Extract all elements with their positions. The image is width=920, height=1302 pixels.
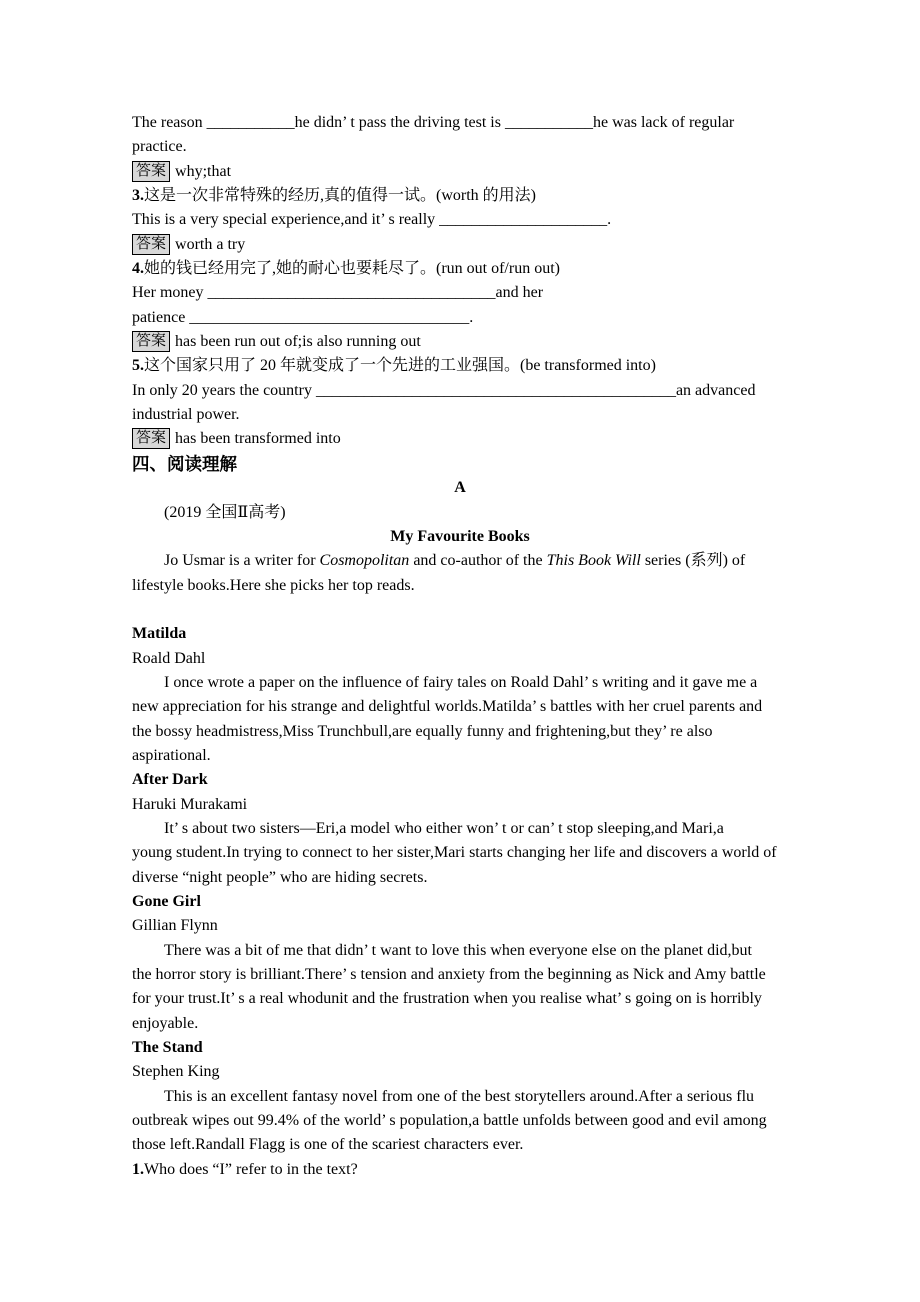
text-run: The Stand — [132, 1039, 203, 1057]
text-run: Who does “I” refer to in the text? — [144, 1160, 358, 1178]
text-run: worth a try — [175, 235, 246, 253]
exercise-sentence — [132, 135, 788, 159]
text-run: 5. — [132, 357, 144, 375]
book-review — [132, 866, 788, 890]
text-run: 她的钱已经用完了,她的耐心也要耗尽了。(run out of/run out) — [144, 260, 560, 278]
text-run: practice. — [132, 138, 187, 156]
book-review — [132, 1012, 788, 1036]
text-run: In only 20 years the country _____________________________________________an advanced — [132, 381, 756, 399]
text-run: has been run out of;is also running out — [175, 333, 421, 351]
book-title — [132, 1036, 788, 1060]
book-review — [132, 1109, 788, 1133]
text-run: series (系列) of — [640, 552, 746, 570]
answer-badge: 答案 — [132, 234, 170, 255]
book-review — [132, 744, 788, 768]
passage-intro — [132, 574, 788, 598]
text-run: 3. — [132, 187, 144, 205]
exercise-item-4 — [132, 257, 788, 281]
question-1 — [132, 1158, 788, 1182]
text-run: has been transformed into — [175, 430, 341, 448]
section-heading-reading — [132, 452, 788, 476]
book-review — [132, 720, 788, 744]
book-review — [132, 671, 788, 695]
text-run: Her money ____________________________________and her — [132, 284, 544, 302]
answer-badge: 答案 — [132, 161, 170, 182]
text-run: 四、阅读理解 — [132, 453, 237, 474]
text-run: aspirational. — [132, 746, 211, 764]
book-review — [132, 939, 788, 963]
book-author — [132, 1060, 788, 1084]
book-review — [132, 1085, 788, 1109]
text-run: This is an excellent fantasy novel from one of the best storytellers around.After a serious flu — [164, 1087, 755, 1105]
exercise-sentence — [132, 306, 788, 330]
text-run: I once wrote a paper on the influence of fairy tales on Roald Dahl’ s writing and it gave me a — [164, 673, 758, 691]
text-run: patience ___________________________________. — [132, 308, 474, 326]
text-run: 这个国家只用了 20 年就变成了一个先进的工业强国。(be transformed into) — [144, 357, 656, 375]
text-run: Jo Usmar is a writer for — [164, 552, 320, 570]
text-run: There was a bit of me that didn’ t want to love this when everyone else on the planet did,but — [164, 941, 752, 959]
text-run: young student.In trying to connect to her sister,Mari starts changing her life and discovers a world of — [132, 844, 777, 862]
book-title — [132, 622, 788, 646]
text-run: the bossy headmistress,Miss Trunchbull,are equally funny and frightening,but they’ re also — [132, 722, 713, 740]
passage-title — [132, 525, 788, 549]
text-run: This is a very special experience,and it’ s really _____________________. — [132, 211, 612, 229]
text-run: After Dark — [132, 771, 208, 789]
text-run: Gone Girl — [132, 893, 201, 910]
text-run: Cosmopolitan — [319, 552, 410, 570]
book-title — [132, 768, 788, 792]
answer-line — [132, 233, 788, 257]
book-review — [132, 695, 788, 719]
text-run: the horror story is brilliant.There’ s tension and anxiety from the beginning as Nick and Amy battle — [132, 966, 766, 984]
text-run: Matilda — [132, 625, 187, 643]
text-run: (2019 全国Ⅱ高考) — [164, 503, 286, 521]
answer-line — [132, 427, 788, 451]
book-review — [132, 963, 788, 987]
text-run: This Book Will — [546, 552, 641, 570]
text-run: lifestyle books.Here she picks her top reads. — [132, 576, 415, 594]
exercise-item-3 — [132, 184, 788, 208]
text-run: industrial power. — [132, 406, 240, 424]
text-run: and co-author of the — [409, 552, 547, 570]
text-run: Gillian Flynn — [132, 917, 218, 935]
passage-label — [132, 476, 788, 500]
text-run: A — [454, 479, 466, 497]
book-author — [132, 647, 788, 671]
text-run: for your trust.It’ s a real whodunit and the frustration when you realise what’ s going on is horribly — [132, 990, 762, 1008]
text-run: The reason ___________he didn’ t pass the driving test is ___________he was lack of regular — [132, 114, 735, 131]
exercise-sentence — [132, 403, 788, 427]
exercise-sentence — [132, 281, 788, 305]
text-run: diverse “night people” who are hiding secrets. — [132, 868, 428, 886]
book-review — [132, 1133, 788, 1157]
answer-badge: 答案 — [132, 331, 170, 352]
book-author — [132, 793, 788, 817]
exercise-sentence — [132, 379, 788, 403]
book-review — [132, 841, 788, 865]
text-run: Stephen King — [132, 1063, 220, 1081]
text-run: new appreciation for his strange and delightful worlds.Matilda’ s battles with her cruel parents and — [132, 698, 763, 716]
book-author — [132, 914, 788, 938]
text-run: 这是一次非常特殊的经历,真的值得一试。(worth 的用法) — [144, 187, 536, 205]
text-run: Haruki Murakami — [132, 795, 248, 813]
exercise-item-5 — [132, 354, 788, 378]
answer-line — [132, 330, 788, 354]
text-run: 1. — [132, 1160, 144, 1178]
text-run: Roald Dahl — [132, 649, 206, 667]
text-run: It’ s about two sisters—Eri,a model who either won’ t or can’ t stop sleeping,and Mari,a — [164, 819, 724, 837]
book-review — [132, 817, 788, 841]
passage-intro — [132, 549, 788, 573]
exercise-sentence — [132, 208, 788, 232]
answer-badge: 答案 — [132, 428, 170, 449]
text-run: why;that — [175, 162, 232, 180]
text-run: outbreak wipes out 99.4% of the world’ s population,a battle unfolds between good and evil among — [132, 1112, 767, 1130]
text-run: enjoyable. — [132, 1014, 199, 1032]
text-run: My Favourite Books — [390, 527, 530, 545]
book-review — [132, 987, 788, 1011]
exercise-sentence — [132, 111, 788, 135]
answer-line — [132, 160, 788, 184]
book-title — [132, 890, 788, 914]
passage-source — [132, 501, 788, 525]
text-run: 4. — [132, 260, 144, 278]
text-run: those left.Randall Flagg is one of the scariest characters ever. — [132, 1136, 524, 1154]
spacer-line — [132, 598, 788, 622]
